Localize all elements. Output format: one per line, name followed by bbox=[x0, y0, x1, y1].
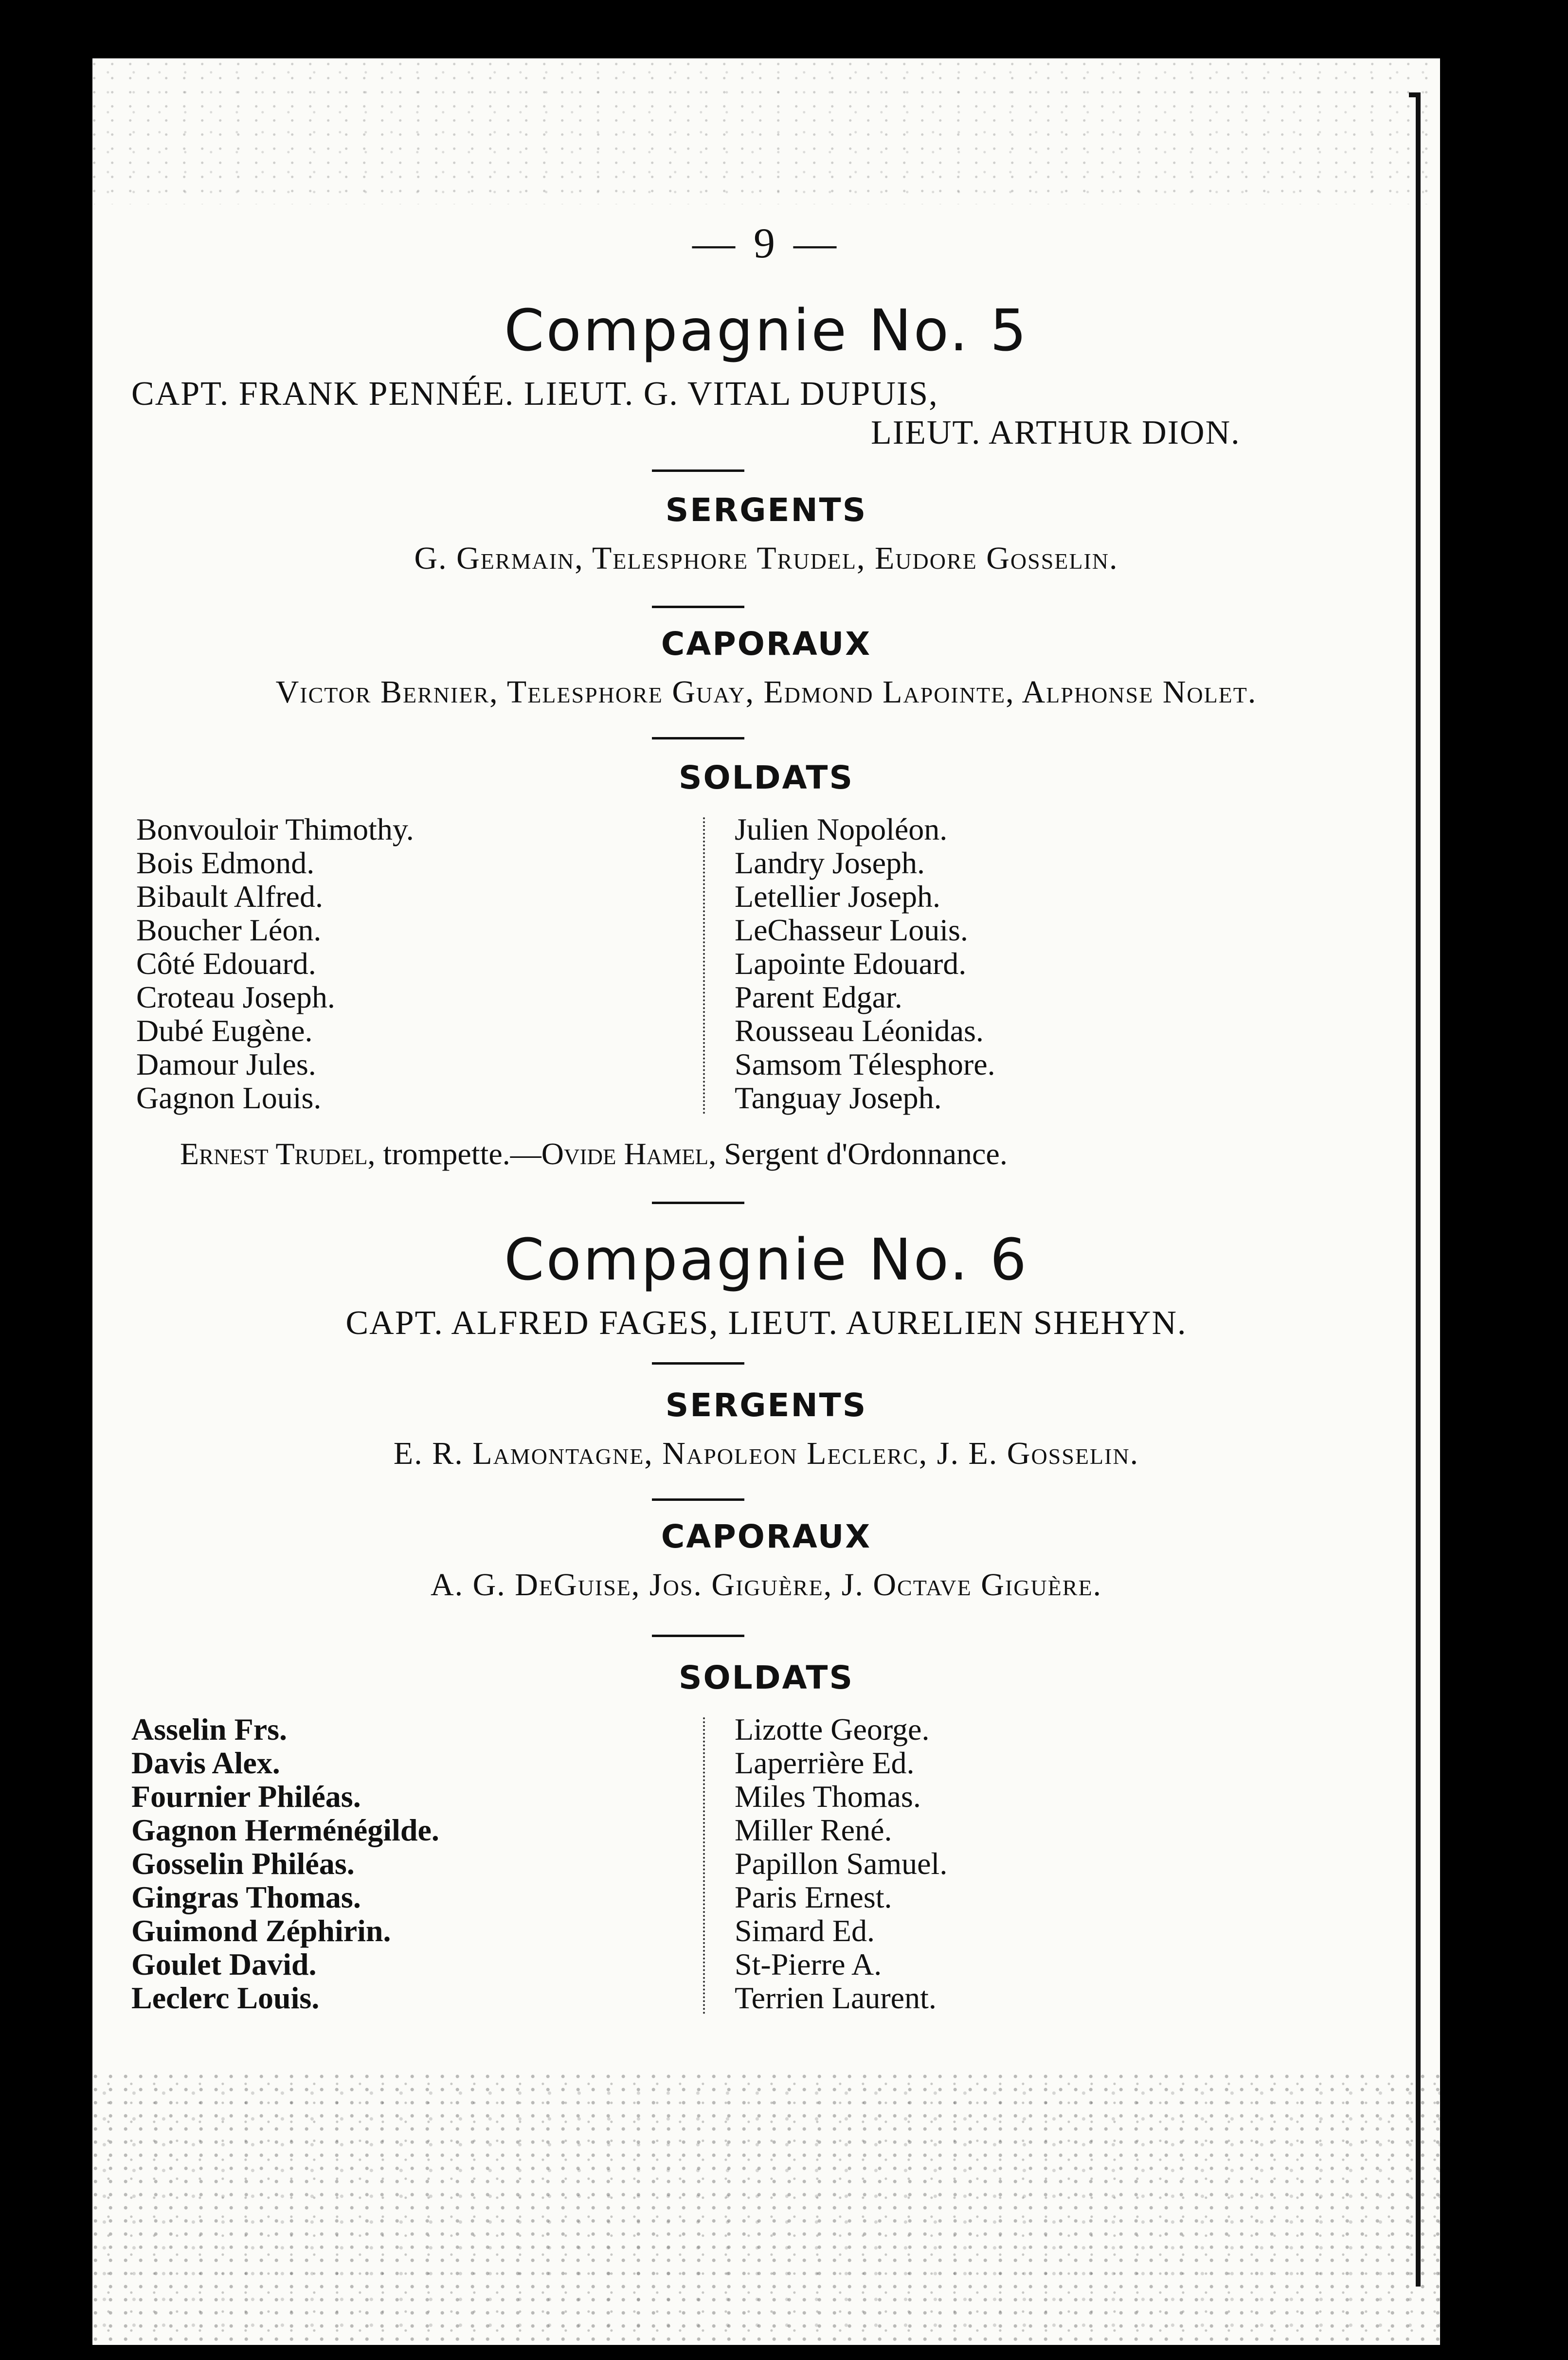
trumpeter-role: , trompette.— bbox=[367, 1136, 541, 1171]
company-6-caporaux-names: A. G. DeGuise, Jos. Giguère, J. Octave Giguère. bbox=[430, 1567, 1102, 1603]
soldier-name: Paris Ernest. bbox=[735, 1880, 892, 1914]
company-6-soldats-heading: SOLDATS bbox=[679, 1659, 854, 1696]
company-5-caporaux-names: Victor Bernier, Telesphore Guay, Edmond Lapointe, Alphonse Nolet. bbox=[275, 674, 1257, 710]
company-5-officers-line2: LIEUT. ARTHUR DION. bbox=[871, 414, 1241, 451]
divider bbox=[652, 1635, 744, 1637]
company-6-soldats-left-column bbox=[131, 1712, 439, 2015]
company-5-sergents-names: G. Germain, Telesphore Trudel, Eudore Gosselin. bbox=[414, 540, 1118, 576]
company-5-note bbox=[180, 1136, 1008, 1172]
divider bbox=[652, 1202, 744, 1204]
soldier-name: Samsom Télesphore. bbox=[735, 1047, 995, 1081]
soldier-name: Gagnon Herménégilde. bbox=[131, 1813, 439, 1847]
trumpeter-name: Ernest Trudel bbox=[180, 1136, 368, 1171]
divider bbox=[652, 1498, 744, 1501]
soldier-name: Parent Edgar. bbox=[735, 980, 902, 1014]
soldier-name: Leclerc Louis. bbox=[131, 1981, 320, 2015]
page-edge-mark bbox=[1409, 92, 1421, 2287]
soldier-name: Lizotte George. bbox=[735, 1712, 930, 1747]
company-6-sergents-names: E. R. Lamontagne, Napoleon Leclerc, J. E. Gosselin. bbox=[393, 1436, 1139, 1471]
company-5-caporaux-heading: CAPORAUX bbox=[661, 625, 872, 663]
soldier-name: Gingras Thomas. bbox=[131, 1880, 361, 1914]
divider bbox=[652, 1362, 744, 1365]
soldier-name: Guimond Zéphirin. bbox=[131, 1913, 391, 1948]
soldier-name: Miles Thomas. bbox=[735, 1779, 921, 1814]
company-6-sergents-heading: SERGENTS bbox=[665, 1387, 867, 1424]
scan-noise-top bbox=[92, 58, 1440, 204]
soldier-name: Simard Ed. bbox=[735, 1913, 875, 1948]
soldier-name: Bonvouloir Thimothy. bbox=[136, 812, 414, 847]
company-5-sergents-heading: SERGENTS bbox=[665, 491, 867, 529]
orderly-sergeant-role: , Sergent d'Ordonnance. bbox=[708, 1136, 1008, 1171]
column-separator bbox=[703, 1717, 705, 2014]
soldier-name: Davis Alex. bbox=[131, 1746, 280, 1780]
company-6-officers: CAPT. ALFRED FAGES, LIEUT. AURELIEN SHEHYN. bbox=[345, 1304, 1187, 1342]
divider bbox=[652, 606, 744, 608]
soldier-name: Goulet David. bbox=[131, 1947, 317, 1982]
soldier-name: Letellier Joseph. bbox=[735, 879, 940, 914]
soldier-name: Lapointe Edouard. bbox=[735, 946, 967, 981]
soldier-name: LeChasseur Louis. bbox=[735, 913, 968, 947]
soldier-name: Bois Edmond. bbox=[136, 846, 315, 880]
company-5-officers-line1: CAPT. FRANK PENNÉE. LIEUT. G. VITAL DUPUIS, bbox=[131, 375, 938, 413]
column-separator bbox=[703, 817, 705, 1114]
document-page bbox=[92, 58, 1440, 2345]
soldier-name: Papillon Samuel. bbox=[735, 1846, 948, 1881]
soldier-name: Laperrière Ed. bbox=[735, 1746, 915, 1780]
soldier-name: Gosselin Philéas. bbox=[131, 1846, 355, 1881]
company-6-title: Compagnie No. 6 bbox=[504, 1226, 1028, 1293]
soldier-name: Julien Nopoléon. bbox=[735, 812, 948, 847]
divider bbox=[652, 469, 744, 472]
company-6-caporaux-heading: CAPORAUX bbox=[661, 1518, 872, 1555]
company-5-soldats-heading: SOLDATS bbox=[679, 759, 854, 796]
soldier-name: Fournier Philéas. bbox=[131, 1779, 361, 1814]
company-5-soldats-right-column bbox=[735, 812, 995, 1115]
soldier-name: Bibault Alfred. bbox=[136, 879, 323, 914]
soldier-name: Asselin Frs. bbox=[131, 1712, 287, 1747]
soldier-name: Rousseau Léonidas. bbox=[735, 1013, 984, 1048]
company-5-soldats-left-column bbox=[136, 812, 414, 1115]
soldier-name: Gagnon Louis. bbox=[136, 1081, 322, 1115]
company-6-soldats-right-column bbox=[735, 1712, 947, 2015]
scan-noise-bottom bbox=[92, 2072, 1440, 2345]
soldier-name: Tanguay Joseph. bbox=[735, 1081, 942, 1115]
orderly-sergeant-name: Ovide Hamel bbox=[541, 1136, 709, 1171]
soldier-name: St-Pierre A. bbox=[735, 1947, 882, 1982]
soldier-name: Croteau Joseph. bbox=[136, 980, 335, 1014]
company-5-title: Compagnie No. 5 bbox=[504, 297, 1028, 364]
soldier-name: Miller René. bbox=[735, 1813, 892, 1847]
soldier-name: Côté Edouard. bbox=[136, 946, 316, 981]
soldier-name: Boucher Léon. bbox=[136, 913, 322, 947]
soldier-name: Landry Joseph. bbox=[735, 846, 925, 880]
soldier-name: Terrien Laurent. bbox=[735, 1981, 937, 2015]
soldier-name: Dubé Eugène. bbox=[136, 1013, 313, 1048]
page-number: — 9 — bbox=[692, 220, 840, 267]
divider bbox=[652, 737, 744, 739]
soldier-name: Damour Jules. bbox=[136, 1047, 316, 1081]
